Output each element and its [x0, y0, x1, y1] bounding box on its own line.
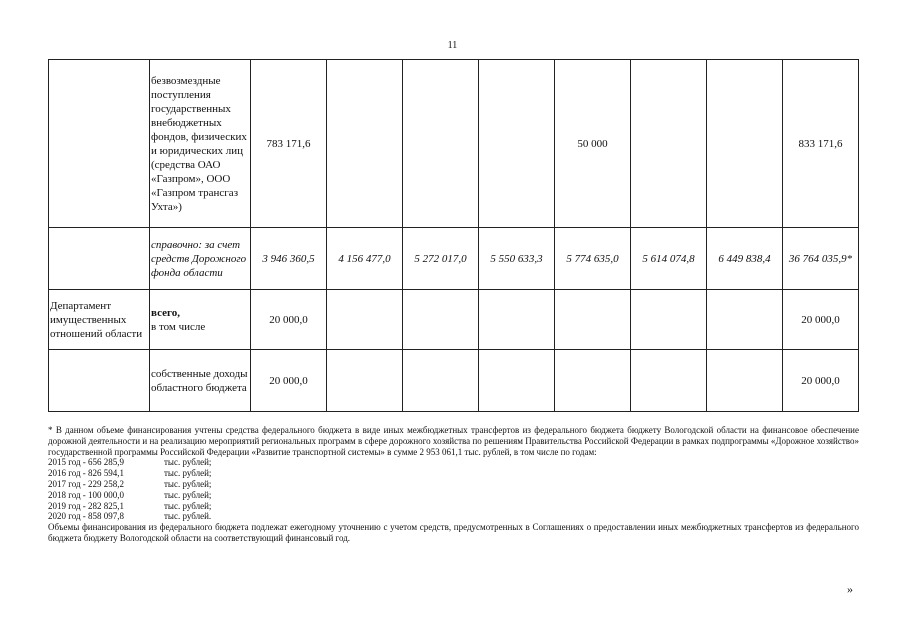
year-row: [48, 490, 859, 501]
value-cell: 5 272 017,0: [403, 228, 479, 290]
value-cell: 783 171,6: [251, 60, 327, 228]
closing-quote-mark: »: [847, 582, 853, 596]
value-cell: [403, 60, 479, 228]
total-cell: 20 000,0: [783, 290, 859, 350]
footnote-closing: Объемы финансирования из федерального бюджета подлежат ежегодному уточнению с учетом средств, предусмотренных в Соглашениях о предоставлении иных межбюджетных трансфертов из федерального бюджета бюджету Вологодской области на соответствующий финансовый год.: [48, 522, 859, 543]
funding-source-cell: [150, 290, 251, 350]
table-row: [49, 60, 859, 228]
value-cell: 5 774 635,0: [555, 228, 631, 290]
value-cell: [707, 60, 783, 228]
value-cell: [479, 60, 555, 228]
value-cell: 5 614 074,8: [631, 228, 707, 290]
value-cell: [403, 350, 479, 412]
funding-source-cell: собственные доходы областного бюджета: [150, 350, 251, 412]
department-cell: [49, 228, 150, 290]
year-amount: 2016 год - 826 594,1: [48, 468, 125, 479]
value-cell: 5 550 633,3: [479, 228, 555, 290]
footnote: [48, 425, 859, 544]
total-cell: 36 764 035,9*: [783, 228, 859, 290]
value-cell: 6 449 838,4: [707, 228, 783, 290]
year-row: [48, 501, 859, 512]
value-cell: [707, 350, 783, 412]
year-unit: тыс. рублей;: [164, 478, 212, 489]
department-cell: [49, 350, 150, 412]
year-amount: 2017 год - 229 258,2: [48, 478, 125, 489]
year-unit: тыс. рублей;: [164, 457, 212, 468]
value-cell: [479, 350, 555, 412]
value-cell: [555, 290, 631, 350]
department-cell: [49, 60, 150, 228]
footnote-intro: * В данном объеме финансирования учтены средства федерального бюджета в виде иных межбюджетных трансфертов из федерального бюджета бюджету Вологодской области на финансовое обеспечение дорожной деятельности и на реализацию мероприятий региональных программ в сфере дорожного хозяйства по решениям Правительства Российской Федерации в рамках подпрограммы «Дорожное хозяйство» государственной программы Российской Федерации «Развитие транспортной системы» в сумме 2 953 061,1 тыс. рублей, в том числе по годам:: [48, 425, 859, 457]
page-number: 11: [447, 40, 458, 51]
financing-table: [48, 59, 859, 412]
year-row: [48, 468, 859, 479]
value-cell: [707, 290, 783, 350]
table-row: [49, 228, 859, 290]
year-amount: 2020 год - 858 097,8: [48, 511, 125, 522]
year-amount: 2019 год - 282 825,1: [48, 500, 125, 511]
table-row: [49, 290, 859, 350]
yearly-breakdown: [48, 457, 859, 522]
funding-source-cell: справочно: за счет средств Дорожного фонда области: [150, 228, 251, 290]
year-row: [48, 457, 859, 468]
value-cell: [327, 60, 403, 228]
total-label: всего,: [151, 306, 180, 319]
value-cell: [555, 350, 631, 412]
including-label: в том числе: [151, 320, 206, 333]
year-row: [48, 511, 859, 522]
value-cell: [479, 290, 555, 350]
value-cell: 20 000,0: [251, 350, 327, 412]
value-cell: [403, 290, 479, 350]
year-amount: 2018 год - 100 000,0: [48, 489, 125, 500]
total-cell: 833 171,6: [783, 60, 859, 228]
value-cell: 20 000,0: [251, 290, 327, 350]
year-unit: тыс. рублей.: [164, 511, 212, 522]
funding-source-cell: безвозмездные поступления государственных внебюджетных фондов, физических и юридических лиц (средства ОАО «Газпром», ООО «Газпром трансгаз Ухта»): [150, 60, 251, 228]
value-cell: [327, 350, 403, 412]
department-cell: Департамент имущественных отношений области: [49, 290, 150, 350]
value-cell: [631, 290, 707, 350]
total-cell: 20 000,0: [783, 350, 859, 412]
year-unit: тыс. рублей;: [164, 500, 212, 511]
value-cell: [631, 60, 707, 228]
value-cell: 50 000: [555, 60, 631, 228]
value-cell: [631, 350, 707, 412]
year-row: [48, 479, 859, 490]
table-row: [49, 350, 859, 412]
year-unit: тыс. рублей;: [164, 468, 212, 479]
year-unit: тыс. рублей;: [164, 489, 212, 500]
value-cell: 3 946 360,5: [251, 228, 327, 290]
year-amount: 2015 год - 656 285,9: [48, 457, 125, 468]
value-cell: [327, 290, 403, 350]
value-cell: 4 156 477,0: [327, 228, 403, 290]
